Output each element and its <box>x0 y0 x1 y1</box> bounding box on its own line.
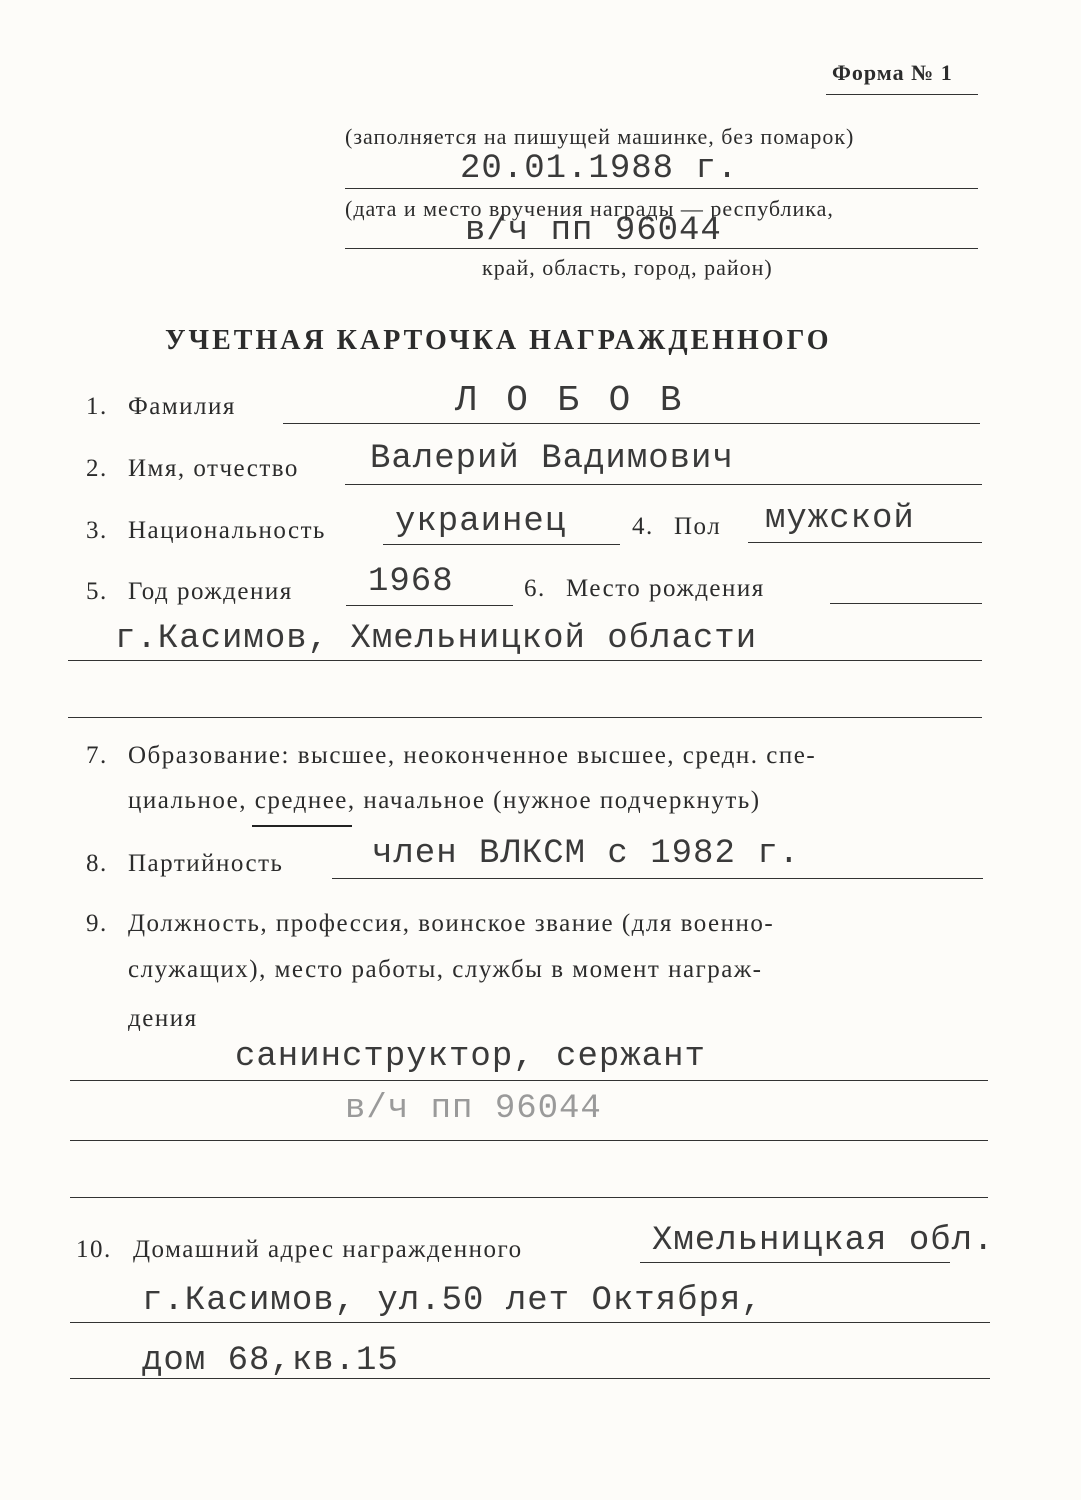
birth-year-value: 1968 <box>368 563 454 601</box>
party-line <box>332 878 983 879</box>
education-line-2b: , начальное (нужное подчеркнуть) <box>347 787 761 814</box>
instruction-text: (заполняется на пишущей машинке, без помарок) <box>345 124 855 149</box>
award-date-line <box>345 188 978 189</box>
address-value-3: дом 68,кв.15 <box>142 1342 399 1380</box>
birth-place-label: Место рождения <box>566 575 765 602</box>
form-number: Форма № 1 <box>832 60 953 85</box>
education-line-2 <box>128 787 761 815</box>
nationality-label: Национальность <box>128 517 326 544</box>
field-2-number: 2. <box>86 455 108 482</box>
sex-line <box>748 542 982 543</box>
party-label: Партийность <box>128 850 284 877</box>
address-line-2 <box>70 1322 990 1323</box>
sex-value: мужской <box>765 500 915 538</box>
name-label: Имя, отчество <box>128 455 299 482</box>
position-value-2: в/ч пп 96044 <box>345 1090 602 1128</box>
position-line-c <box>70 1197 988 1198</box>
position-line-3: дения <box>128 1005 198 1032</box>
field-3-number: 3. <box>86 517 108 544</box>
position-line-2: служащих), место работы, службы в момент награж- <box>128 956 763 983</box>
field-10-number: 10. <box>76 1236 112 1263</box>
birth-place-line-1 <box>830 603 982 604</box>
field-4-number: 4. <box>632 513 654 540</box>
nationality-line <box>383 544 620 545</box>
position-line-a <box>70 1080 988 1081</box>
address-line-3 <box>70 1378 990 1379</box>
position-line-b <box>70 1140 988 1141</box>
field-9-number: 9. <box>86 910 108 937</box>
award-caption-1: (дата и место вручения награды — республика, <box>345 196 834 221</box>
nationality-value: украинец <box>395 503 567 541</box>
birth-year-line <box>346 605 513 606</box>
field-1-number: 1. <box>86 393 108 420</box>
field-6-number: 6. <box>524 575 546 602</box>
award-caption-2: край, область, город, район) <box>482 255 773 280</box>
birth-place-line-2 <box>68 660 982 661</box>
education-line-2a: циальное, <box>128 787 255 814</box>
award-place-value: в/ч пп 96044 <box>465 212 722 250</box>
name-line <box>345 484 982 485</box>
form-number-underline <box>826 94 978 95</box>
field-8-number: 8. <box>86 850 108 877</box>
birth-place-line-3 <box>68 717 982 718</box>
education-selected <box>255 787 348 815</box>
surname-line <box>283 423 980 424</box>
name-value: Валерий Вадимович <box>370 440 734 478</box>
field-5-number: 5. <box>86 578 108 605</box>
address-value-2: г.Касимов, ул.50 лет Октября, <box>142 1282 763 1320</box>
award-date-value: 20.01.1988 г. <box>460 150 739 188</box>
birth-place-value: г.Касимов, Хмельницкой области <box>115 620 758 658</box>
education-selected-text: среднее <box>254 787 348 814</box>
address-label: Домашний адрес награжденного <box>133 1236 523 1263</box>
card-title: УЧЕТНАЯ КАРТОЧКА НАГРАЖДЕННОГО <box>165 325 832 356</box>
address-value-1: Хмельницкая обл. <box>652 1222 995 1260</box>
position-value-1: санинструктор, сержант <box>235 1038 706 1076</box>
surname-value: Л О Б О В <box>455 380 686 421</box>
address-line-1 <box>640 1262 950 1263</box>
education-selected-underline <box>252 825 352 827</box>
award-place-line <box>345 248 978 249</box>
party-value: член ВЛКСМ с 1982 г. <box>372 835 801 873</box>
education-line-1: Образование: высшее, неоконченное высшее, средн. спе- <box>128 742 817 769</box>
position-line-1: Должность, профессия, воинское звание (для военно- <box>128 910 775 937</box>
surname-label: Фамилия <box>128 393 236 420</box>
field-7-number: 7. <box>86 742 108 769</box>
birth-year-label: Год рождения <box>128 578 293 605</box>
sex-label: Пол <box>674 513 722 540</box>
